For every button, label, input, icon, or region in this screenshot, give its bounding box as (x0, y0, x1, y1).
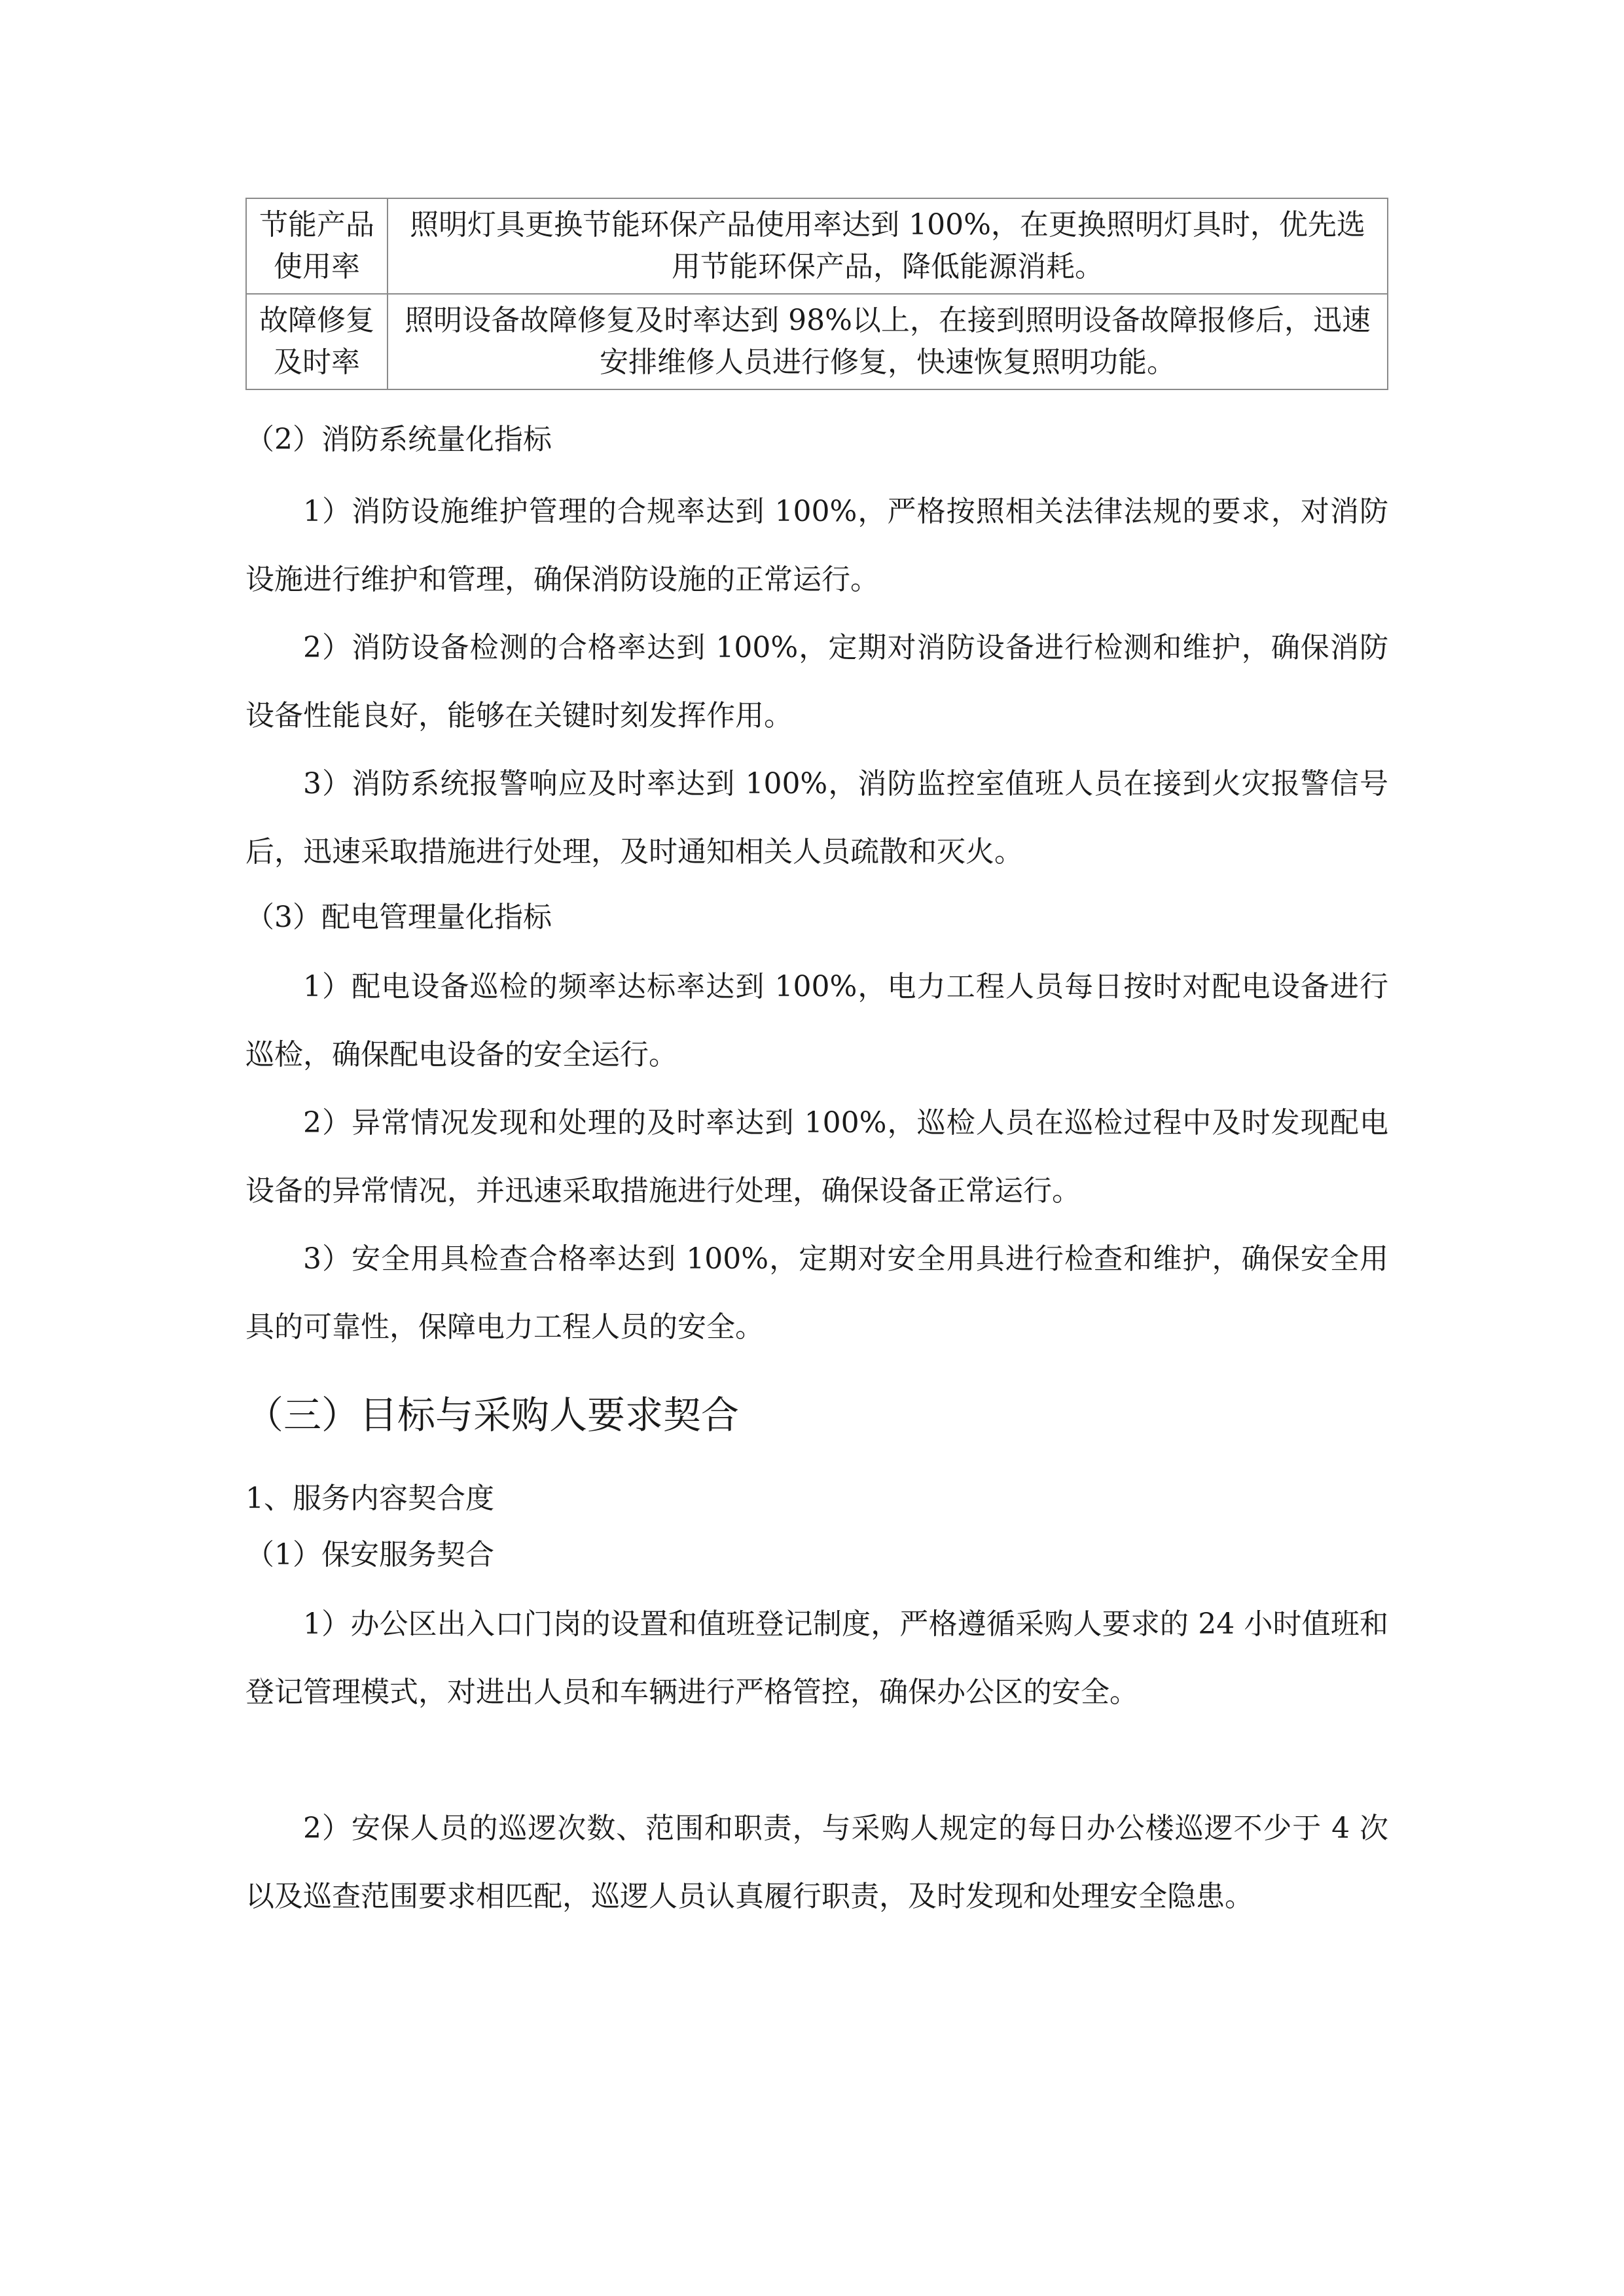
paragraph: 1）办公区出入口门岗的设置和值班登记制度，严格遵循采购人要求的 24 小时值班和登记管理模式，对进出人员和车辆进行严格管控，确保办公区的安全。 (245, 1607, 1388, 1709)
paragraph: 1）消防设施维护管理的合规率达到 100%，严格按照相关法律法规的要求，对消防设施进行维护和管理，确保消防设施的正常运行。 (245, 495, 1388, 596)
subsection-title: 1、服务内容契合度 (245, 1482, 494, 1515)
metrics-table (245, 198, 1388, 390)
table-row (246, 198, 1388, 294)
fire-section-title: （2）消防系统量化指标 (245, 423, 552, 456)
table-cell-label: 节能产品使用率 (246, 198, 388, 294)
table-row (246, 294, 1388, 389)
power-section-title: （3）配电管理量化指标 (245, 901, 552, 934)
table-cell-content: 照明设备故障修复及时率达到 98%以上，在接到照明设备故障报修后，迅速安排维修人员进行修复，快速恢复照明功能。 (388, 294, 1388, 389)
paragraph: 2）异常情况发现和处理的及时率达到 100%，巡检人员在巡检过程中及时发现配电设备的异常情况，并迅速采取措施进行处理，确保设备正常运行。 (245, 1106, 1388, 1208)
paragraph: 3）消防系统报警响应及时率达到 100%，消防监控室值班人员在接到火灾报警信号后，迅速采取措施进行处理，及时通知相关人员疏散和灭火。 (245, 767, 1388, 869)
section-heading: （三）目标与采购人要求契合 (245, 1393, 740, 1437)
paragraph: 2）消防设备检测的合格率达到 100%，定期对消防设备进行检测和维护，确保消防设备性能良好，能够在关键时刻发挥作用。 (245, 631, 1388, 732)
paragraph: 3）安全用具检查合格率达到 100%，定期对安全用具进行检查和维护，确保安全用具的可靠性，保障电力工程人员的安全。 (245, 1242, 1388, 1344)
paragraph: 2）安保人员的巡逻次数、范围和职责，与采购人规定的每日办公楼巡逻不少于 4 次以及巡查范围要求相匹配，巡逻人员认真履行职责，及时发现和处理安全隐患。 (245, 1812, 1388, 1913)
paragraph: 1）配电设备巡检的频率达标率达到 100%，电力工程人员每日按时对配电设备进行巡检，确保配电设备的安全运行。 (245, 970, 1388, 1071)
table-cell-label: 故障修复及时率 (246, 294, 388, 389)
subsection-title: （1）保安服务契合 (245, 1538, 494, 1571)
table-cell-content: 照明灯具更换节能环保产品使用率达到 100%，在更换照明灯具时，优先选用节能环保产品，降低能源消耗。 (388, 198, 1388, 294)
